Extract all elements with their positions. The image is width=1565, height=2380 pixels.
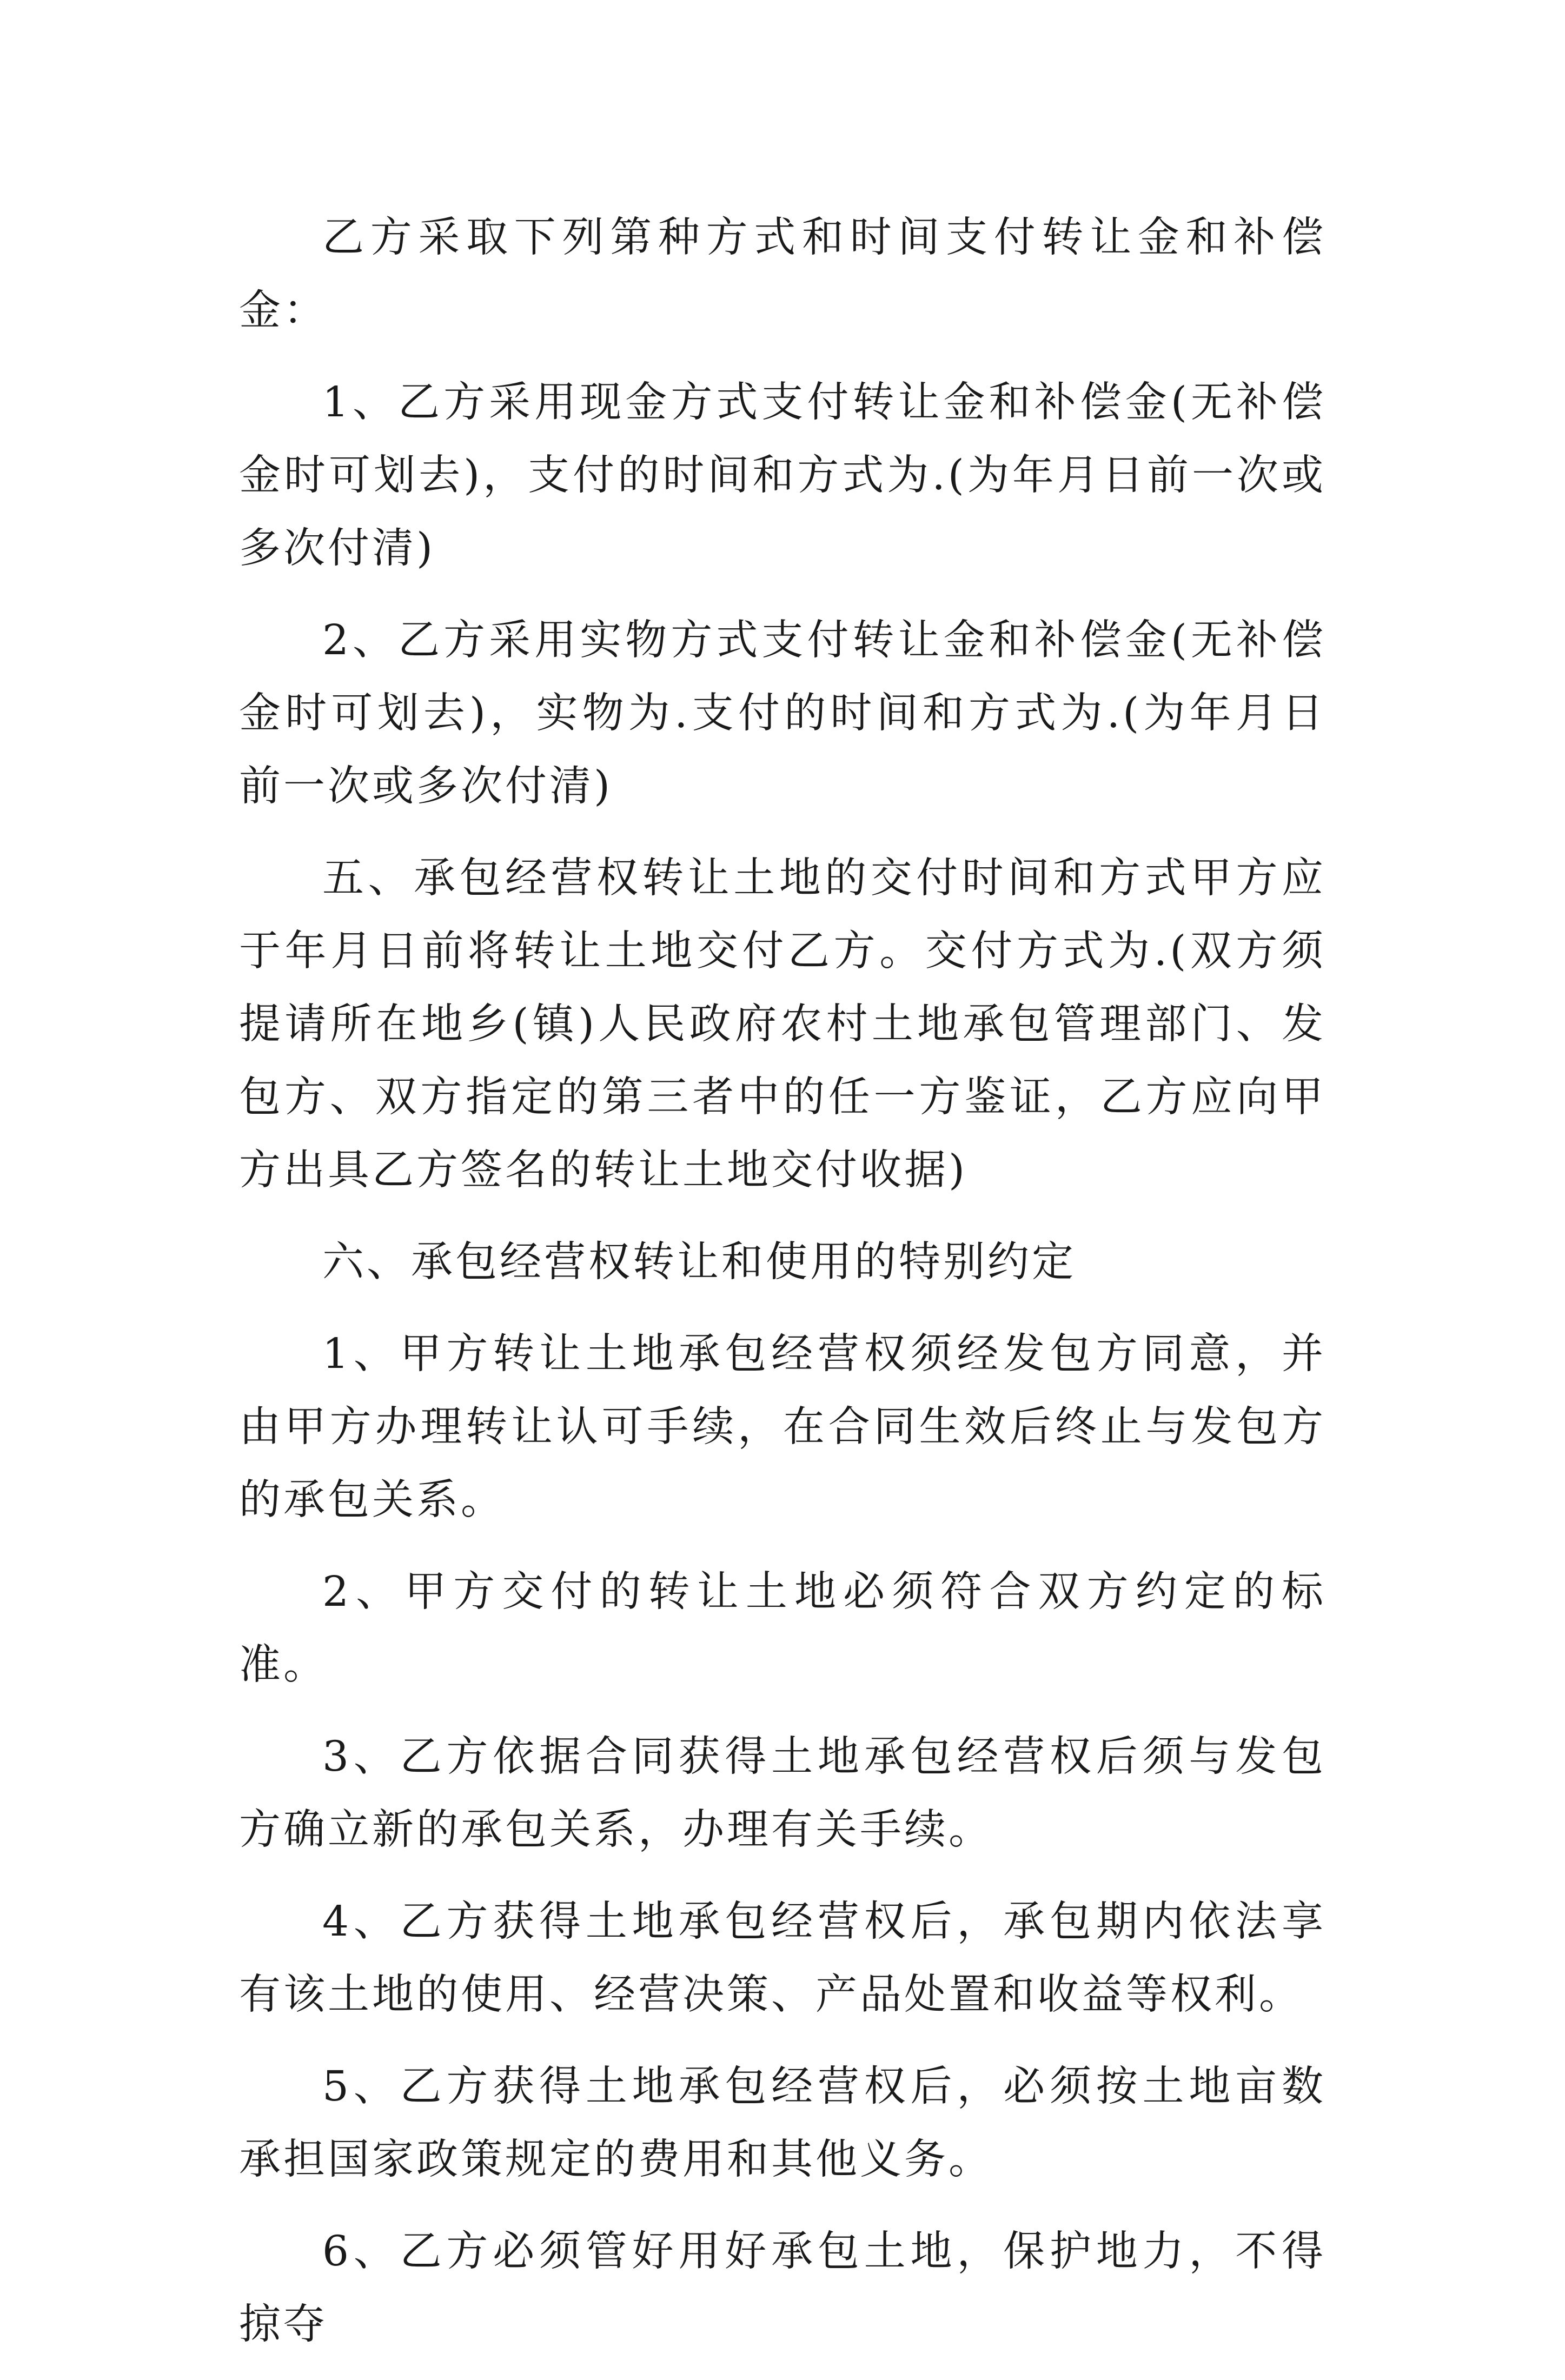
clause-6-paragraph: 6、乙方必须管好用好承包土地，保护地力，不得掠夺 [239,2228,1326,2349]
clause-2-paragraph: 2、甲方交付的转让土地必须符合双方约定的标准。 [239,1568,1326,1689]
clause-4-paragraph: 4、乙方获得土地承包经营权后，承包期内依法享有该土地的使用、经营决策、产品处置和收益等权利。 [239,1898,1326,2019]
section-five-paragraph: 五、承包经营权转让土地的交付时间和方式甲方应于年月日前将转让土地交付乙方。交付方式为.(双方须提请所在地乡(镇)人民政府农村土地承包管理部门、发包方、双方指定的第三者中的任一方鉴证，乙方应向甲方出具乙方签名的转让土地交付收据) [239,854,1326,1194]
section-six-heading: 六、承包经营权转让和使用的特别约定 [322,1238,1076,1286]
payment-intro-paragraph: 乙方采取下列第种方式和时间支付转让金和补偿金： [239,214,1326,335]
clause-1-paragraph: 1、甲方转让土地承包经营权须经发包方同意，并由甲方办理转让认可手续，在合同生效后终止与发包方的承包关系。 [239,1330,1326,1524]
in-kind-payment-paragraph: 2、乙方采用实物方式支付转让金和补偿金(无补偿金时可划去)，实物为.支付的时间和方式为.(为年月日前一次或多次付清) [239,616,1326,810]
document-body [239,201,1326,2380]
clause-5-paragraph: 5、乙方获得土地承包经营权后，必须按土地亩数承担国家政策规定的费用和其他义务。 [239,2063,1326,2184]
clause-3-paragraph: 3、乙方依据合同获得土地承包经营权后须与发包方确立新的承包关系，办理有关手续。 [239,1733,1326,1854]
cash-payment-paragraph: 1、乙方采用现金方式支付转让金和补偿金(无补偿金时可划去)，支付的时间和方式为.(为年月日前一次或多次付清) [239,378,1326,573]
